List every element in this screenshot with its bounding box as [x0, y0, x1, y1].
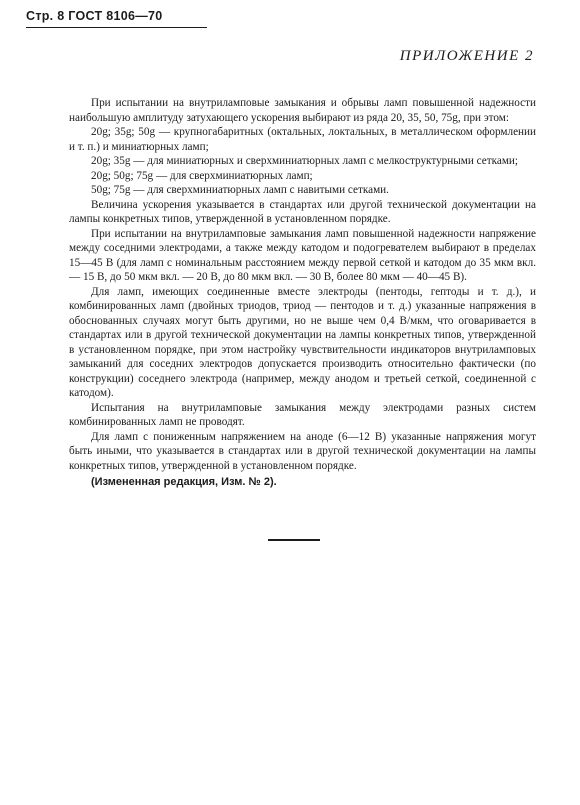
paragraph: Для ламп, имеющих соединенные вместе электроды (пентоды, гептоды и т. д.), и комбинированных ламп (двойных триодов, триод — пентодов и т. д.) указанные напряжения в обоснованных случаях могут быть другими, но не выше чем 0,4 В/мкм, что оговаривается в стандартах или в другой технической документации на лампы конкретных типов, утвержденной в установленном порядке, при этом настройку чувствительности индикаторов внутриламповых замыканий для соседних электродов допускается производить относительно фактически (по конструкции) соседнего электрода (например, между анодом и третьей сеткой, соединенной с катодом). — [69, 285, 536, 399]
paragraph: 20g; 35g; 50g — крупногабаритных (октальных, локтальных, в металлическом оформлении и т. п.) и миниатюрных ламп; — [69, 126, 536, 153]
paragraph: 50g; 75g — для сверхминиатюрных ламп с навитыми сетками. — [91, 184, 389, 196]
page-header: Стр. 8 ГОСТ 8106—70 — [26, 9, 163, 23]
paragraph: При испытании на внутриламповые замыкания ламп повышенной надежности напряжение между соседними электродами, а также между катодом и подогревателем выбирают в пределах 15—45 В (для ламп с номинальным расстоянием между первой сеткой и катодом до 35 мкм вкл. — 15 В, до 50 мкм вкл. — 20 В, до 80 мкм вкл. — 30 В, более 80 мкм — 40—45 В). — [69, 227, 536, 283]
end-rule — [268, 539, 320, 541]
change-note: (Измененная редакция, Изм. № 2). — [91, 476, 277, 488]
header-rule — [26, 27, 207, 28]
paragraph: При испытании на внутриламповые замыкания и обрывы ламп повышенной надежности наибольшую амплитуду затухающего ускорения выбирают из ряда 20, 35, 50, 75g, при этом: — [69, 97, 536, 124]
paragraph: Для ламп с пониженным напряжением на аноде (6—12 В) указанные напряжения могут быть иными, что указывается в стандартах или в другой технической документации на лампы конкретных типов, утвержденной в установленном порядке. — [69, 430, 536, 472]
paragraph: Величина ускорения указывается в стандартах или другой технической документации на лампы конкретных типов, утвержденной в установленном порядке. — [69, 198, 536, 225]
paragraph: 20g; 35g — для миниатюрных и сверхминиатюрных ламп с мелкоструктурными сетками; — [91, 155, 519, 167]
paragraph: Испытания на внутриламповые замыкания между электродами разных систем комбинированных ламп не проводят. — [69, 401, 536, 428]
appendix-title: ПРИЛОЖЕНИЕ 2 — [399, 48, 534, 64]
body-text — [69, 96, 536, 490]
paragraph: 20g; 50g; 75g — для сверхминиатюрных ламп; — [91, 169, 313, 182]
